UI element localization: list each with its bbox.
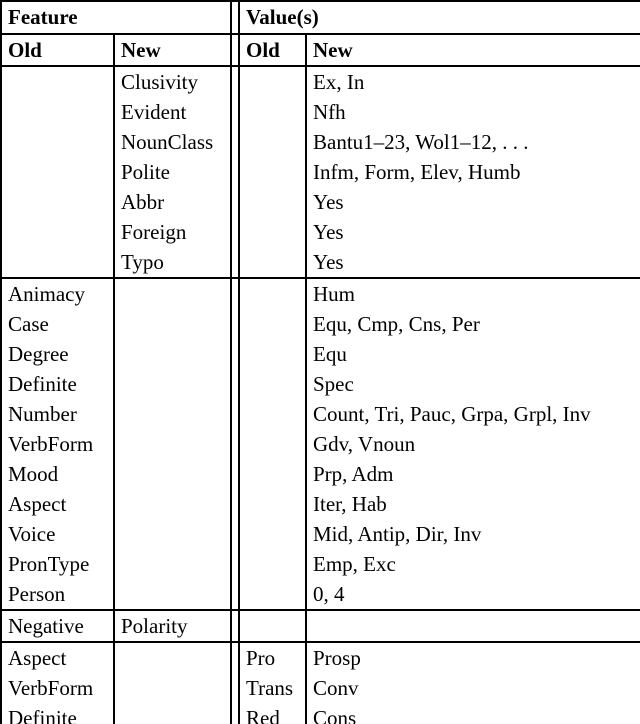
table-row [1, 157, 640, 187]
cell-feature-old: VerbForm [1, 673, 114, 703]
table-row [1, 127, 640, 157]
cell-feature-old [1, 127, 114, 157]
cell-value-old [239, 278, 306, 309]
table-row [1, 429, 640, 459]
table-row [1, 339, 640, 369]
cell-feature-old: Voice [1, 519, 114, 549]
table-row [1, 369, 640, 399]
cell-feature-new [114, 703, 231, 724]
double-rule-spacer [231, 642, 239, 673]
table-row [1, 217, 640, 247]
cell-feature-old [1, 187, 114, 217]
cell-value-new: Conv [306, 673, 640, 703]
double-rule-spacer [231, 217, 239, 247]
double-rule-spacer [231, 703, 239, 724]
cell-feature-old: Definite [1, 369, 114, 399]
cell-value-old [239, 127, 306, 157]
cell-feature-new: Evident [114, 97, 231, 127]
table-row [1, 309, 640, 339]
cell-feature-old: Mood [1, 459, 114, 489]
cell-value-new: Bantu1–23, Wol1–12, . . . [306, 127, 640, 157]
cell-value-old [239, 309, 306, 339]
cell-feature-new [114, 459, 231, 489]
double-rule-spacer [231, 247, 239, 278]
cell-value-old [239, 429, 306, 459]
cell-value-new: Ex, In [306, 66, 640, 97]
table-row [1, 642, 640, 673]
cell-feature-old: Negative [1, 610, 114, 642]
double-rule-spacer [231, 610, 239, 642]
cell-feature-old [1, 97, 114, 127]
table-row [1, 673, 640, 703]
header-row-columns [1, 34, 640, 66]
table-row [1, 459, 640, 489]
cell-value-new: Emp, Exc [306, 549, 640, 579]
cell-value-old [239, 247, 306, 278]
double-rule-spacer [231, 673, 239, 703]
cell-feature-new [114, 309, 231, 339]
cell-feature-new [114, 278, 231, 309]
cell-feature-old [1, 247, 114, 278]
cell-value-old [239, 399, 306, 429]
cell-value-old [239, 549, 306, 579]
double-rule-spacer [231, 429, 239, 459]
table-row [1, 579, 640, 610]
cell-feature-old: PronType [1, 549, 114, 579]
cell-value-old: Red [239, 703, 306, 724]
cell-feature-old [1, 66, 114, 97]
table-row [1, 247, 640, 278]
cell-value-old: Trans [239, 673, 306, 703]
cell-value-new: Equ, Cmp, Cns, Per [306, 309, 640, 339]
cell-value-old [239, 489, 306, 519]
double-rule-spacer [231, 579, 239, 610]
table-row [1, 399, 640, 429]
cell-value-old [239, 610, 306, 642]
double-rule-spacer [231, 519, 239, 549]
table-row [1, 549, 640, 579]
double-rule-spacer [231, 97, 239, 127]
cell-feature-old: Case [1, 309, 114, 339]
cell-feature-old: Aspect [1, 489, 114, 519]
cell-value-new: Prp, Adm [306, 459, 640, 489]
cell-value-new: Yes [306, 217, 640, 247]
double-rule-spacer [231, 489, 239, 519]
cell-feature-old: Number [1, 399, 114, 429]
table-row [1, 703, 640, 724]
cell-feature-new: Abbr [114, 187, 231, 217]
feature-old-header: Old [1, 34, 114, 66]
cell-value-old: Pro [239, 642, 306, 673]
double-rule-spacer [231, 1, 239, 34]
double-rule-spacer [231, 66, 239, 97]
cell-feature-new [114, 369, 231, 399]
table-row [1, 97, 640, 127]
double-rule-spacer [231, 339, 239, 369]
cell-feature-new [114, 642, 231, 673]
cell-value-new: Infm, Form, Elev, Humb [306, 157, 640, 187]
value-new-header: New [306, 34, 640, 66]
cell-value-new: Count, Tri, Pauc, Grpa, Grpl, Inv [306, 399, 640, 429]
cell-value-new: Cons [306, 703, 640, 724]
cell-feature-new: Typo [114, 247, 231, 278]
double-rule-spacer [231, 157, 239, 187]
cell-value-old [239, 97, 306, 127]
double-rule-spacer [231, 369, 239, 399]
cell-value-old [239, 157, 306, 187]
cell-feature-new: Polarity [114, 610, 231, 642]
cell-feature-old: Person [1, 579, 114, 610]
cell-value-old [239, 459, 306, 489]
cell-feature-old: VerbForm [1, 429, 114, 459]
cell-value-new: Spec [306, 369, 640, 399]
cell-feature-new: Foreign [114, 217, 231, 247]
double-rule-spacer [231, 459, 239, 489]
cell-value-new: Nfh [306, 97, 640, 127]
value-old-header: Old [239, 34, 306, 66]
cell-value-old [239, 187, 306, 217]
table-row [1, 66, 640, 97]
cell-value-new: Yes [306, 187, 640, 217]
header-row-groups [1, 1, 640, 34]
double-rule-spacer [231, 278, 239, 309]
cell-value-new: 0, 4 [306, 579, 640, 610]
cell-value-new: Yes [306, 247, 640, 278]
double-rule-spacer [231, 309, 239, 339]
double-rule-spacer [231, 187, 239, 217]
cell-value-new: Hum [306, 278, 640, 309]
cell-value-old [239, 66, 306, 97]
cell-feature-new [114, 429, 231, 459]
cell-feature-new: Clusivity [114, 66, 231, 97]
table-row [1, 278, 640, 309]
cell-value-new: Equ [306, 339, 640, 369]
table-row [1, 519, 640, 549]
cell-feature-new [114, 399, 231, 429]
cell-feature-old: Degree [1, 339, 114, 369]
cell-value-old [239, 217, 306, 247]
cell-feature-new [114, 579, 231, 610]
table-row [1, 489, 640, 519]
double-rule-spacer [231, 399, 239, 429]
cell-feature-new: Polite [114, 157, 231, 187]
cell-value-old [239, 339, 306, 369]
cell-value-new [306, 610, 640, 642]
cell-value-old [239, 579, 306, 610]
cell-value-old [239, 369, 306, 399]
table-row [1, 610, 640, 642]
cell-feature-new: NounClass [114, 127, 231, 157]
values-group-header: Value(s) [239, 1, 640, 34]
cell-value-new: Prosp [306, 642, 640, 673]
cell-feature-old: Animacy [1, 278, 114, 309]
cell-feature-new [114, 673, 231, 703]
cell-value-new: Iter, Hab [306, 489, 640, 519]
double-rule-spacer [231, 549, 239, 579]
double-rule-spacer [231, 34, 239, 66]
cell-value-new: Gdv, Vnoun [306, 429, 640, 459]
feature-group-header: Feature [1, 1, 231, 34]
cell-value-old [239, 519, 306, 549]
double-rule-spacer [231, 127, 239, 157]
cell-feature-old: Definite [1, 703, 114, 724]
cell-feature-old [1, 157, 114, 187]
feature-new-header: New [114, 34, 231, 66]
table-row [1, 187, 640, 217]
cell-feature-new [114, 519, 231, 549]
cell-feature-new [114, 339, 231, 369]
cell-feature-new [114, 549, 231, 579]
cell-feature-old: Aspect [1, 642, 114, 673]
cell-feature-new [114, 489, 231, 519]
cell-value-new: Mid, Antip, Dir, Inv [306, 519, 640, 549]
cell-feature-old [1, 217, 114, 247]
